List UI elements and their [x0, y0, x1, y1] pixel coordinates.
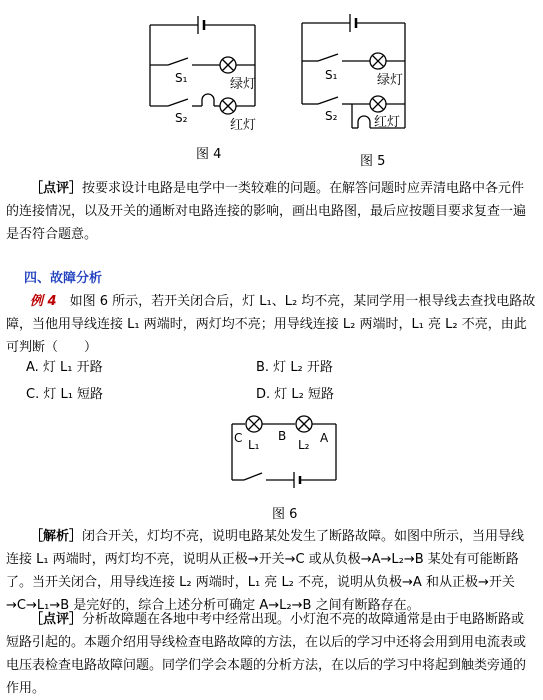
comment-1-text: 按要求设计电路是电学中一类较难的问题。在解答问题时应弄清电路中各元件的连接情况，以及开关的通断对电路连接的影响，画出电路图，最后应按题目要求复查一遍是否符合题意。: [6, 181, 527, 242]
option-b: B. 灯 L₂ 开路: [256, 360, 333, 375]
figure-6-caption: 图 6: [272, 507, 298, 522]
figure-4-caption: 图 4: [196, 147, 222, 162]
comment-1-bracket: ［点评］: [30, 181, 83, 196]
fig5-lamp2-label: 红灯: [374, 115, 401, 130]
comment-paragraph-1: [6, 177, 536, 246]
fig6-point-b: B: [278, 429, 287, 443]
example-text: 如图 6 所示，若开关闭合后，灯 L₁、L₂ 均不亮，某同学用一根导线去查找电路故障，当他用导线连接 L₁ 两端时，两灯均不亮；用导线连接 L₂ 两端时，L₁ 亮 L₂ 不亮，由此可判断（ ）: [6, 294, 536, 355]
analysis-text: 闭合开关，灯均不亮，说明电路某处发生了断路故障。如图中所示，当用导线连接 L₁ 两端时，两灯均不亮，说明从正极→开关→C 或从负极→A→L₂→B 某处有可能断路了。当开关闭合，用导线连接 L₂ 两端时，L₁ 亮 L₂ 不亮，说明从负极→A 和从正极→开关→C→L₁→B 是完好的，综合上述分析可确定 A→L₂→B 之间有断路存在。: [6, 529, 525, 613]
fig6-point-c: C: [234, 431, 243, 445]
comment-paragraph-2: [6, 608, 536, 700]
fig5-lamp1-label: 绿灯: [377, 73, 404, 88]
figure-5-circuit: [292, 4, 422, 144]
comment-2-text: 分析故障题在各地中考中经常出现。小灯泡不亮的故障通常是由于电路断路或短路引起的。本题介绍用导线检查电路故障的方法，在以后的学习中还将会用到用电流表或电压表检查电路故障问题。同学们学会本题的分析方法，在以后的学习中将起到触类旁通的作用。: [6, 612, 527, 696]
option-c: C. 灯 L₁ 短路: [26, 387, 104, 402]
fig5-s2-label: S₂: [325, 109, 338, 123]
figure-4-circuit: [140, 8, 270, 133]
comment-2-bracket: ［点评］: [30, 612, 83, 627]
fig6-point-a: A: [320, 431, 329, 445]
fig6-l2-label: L₂: [298, 438, 310, 452]
example-label: 例 4: [30, 294, 57, 309]
option-a: A. 灯 L₁ 开路: [26, 360, 103, 375]
fig4-lamp2-label: 红灯: [230, 118, 257, 133]
option-d: D. 灯 L₂ 短路: [256, 387, 334, 402]
fig5-s1-label: S₁: [325, 68, 338, 82]
example-paragraph: [6, 290, 536, 359]
analysis-bracket: ［解析］: [30, 529, 83, 544]
section-title: 四、故障分析: [24, 271, 103, 286]
fig4-lamp1-label: 绿灯: [230, 77, 257, 92]
fig4-s1-label: S₁: [175, 71, 188, 85]
fig6-l1-label: L₁: [248, 438, 260, 452]
figure-5-caption: 图 5: [360, 154, 386, 169]
fig4-s2-label: S₂: [175, 111, 188, 125]
analysis-paragraph: [6, 525, 536, 617]
figure-6-circuit: [222, 412, 347, 494]
